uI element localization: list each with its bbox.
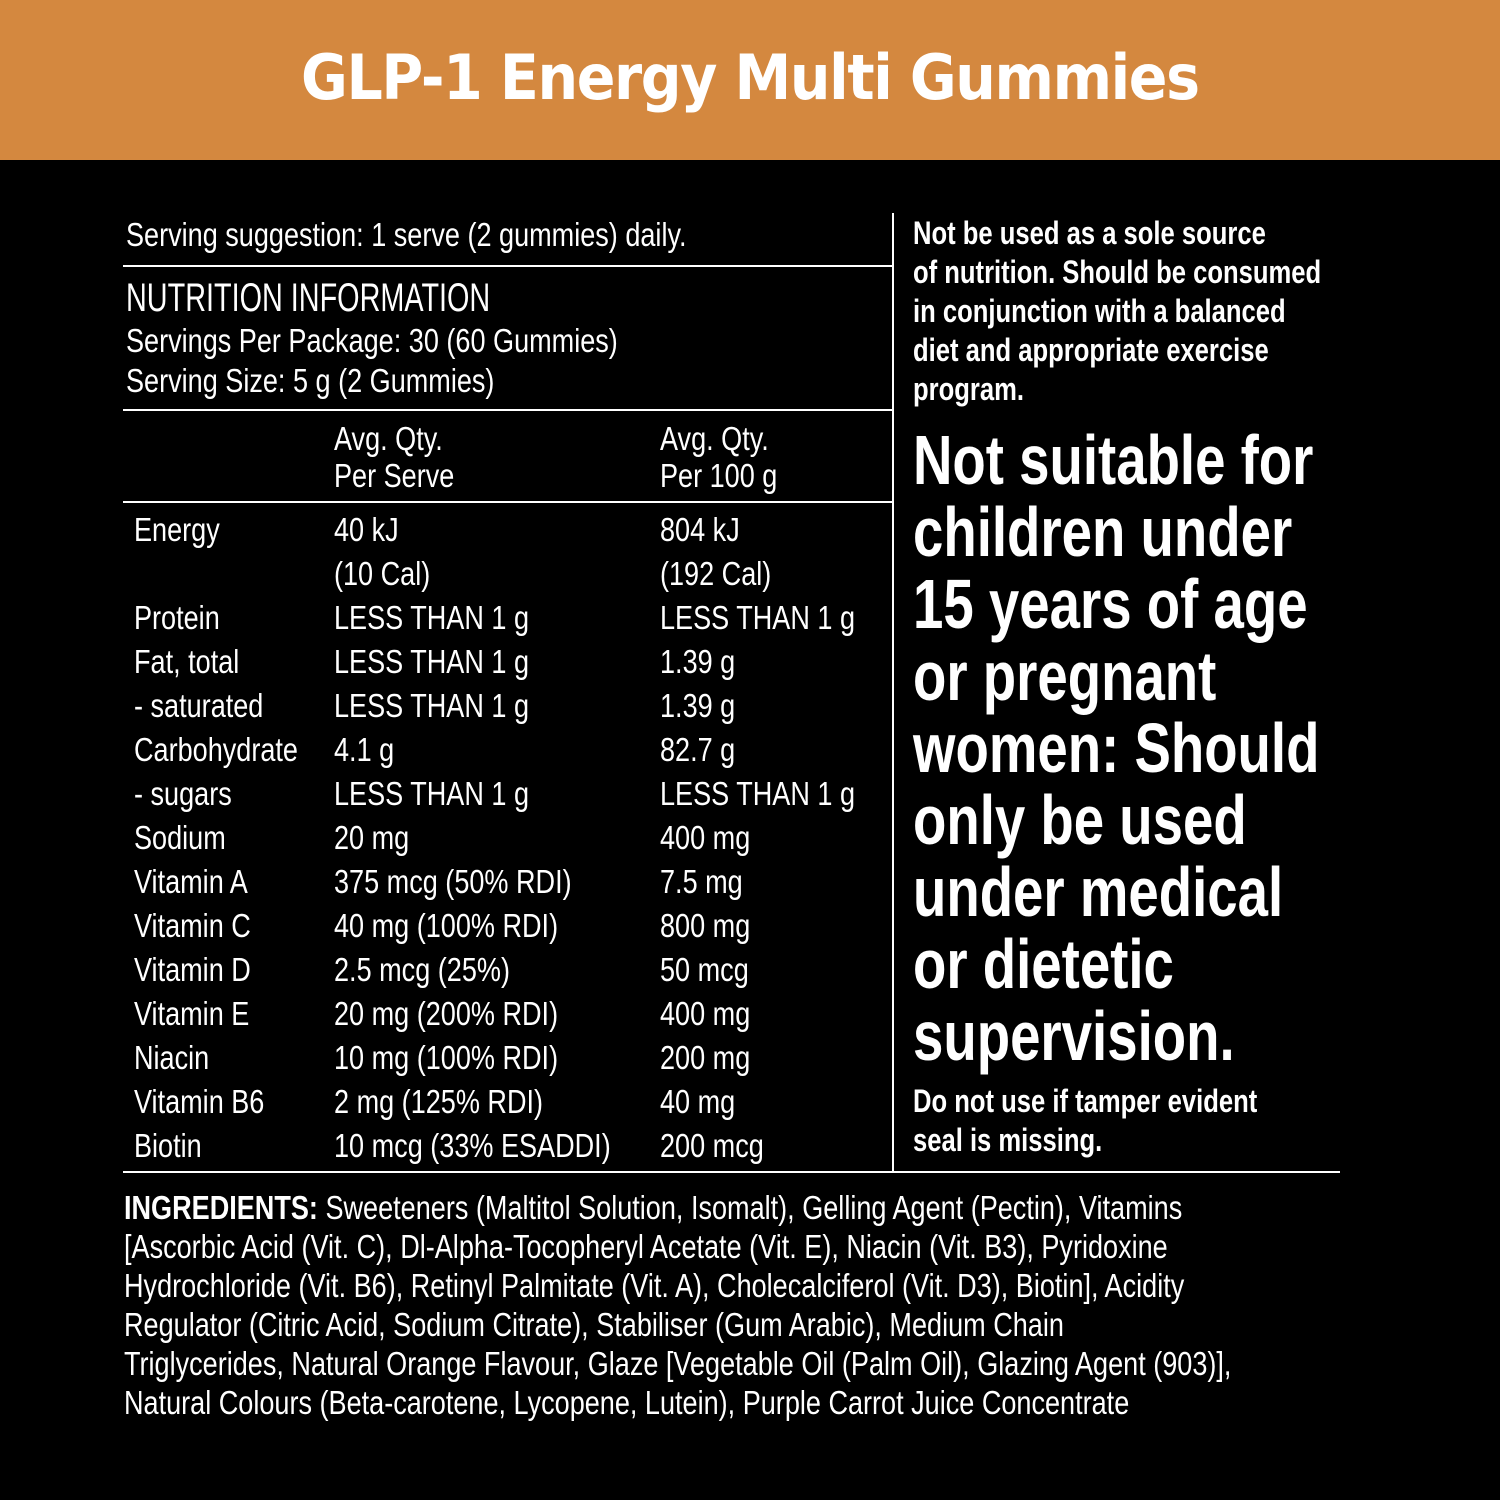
nutrition-value: (192 Cal) <box>660 555 772 592</box>
nutrition-cell-per-serve <box>334 904 607 948</box>
nutrition-cell-label <box>134 992 275 1036</box>
nutrition-cell-per-100g <box>660 684 752 728</box>
nutrition-value: LESS THAN 1 g <box>334 687 530 724</box>
column-divider <box>892 213 894 1173</box>
ingredients-line: [Ascorbic Acid (Vit. C), Dl-Alpha-Tocopheryl Acetate (Vit. E), Niacin (Vit. B3), Pyridoxine <box>124 1228 1168 1265</box>
serving-size-text: Serving Size: 5 g (2 Gummies) <box>126 362 495 399</box>
nutrition-value: 200 mg <box>660 1039 751 1076</box>
nutrition-cell-per-100g <box>660 772 898 816</box>
nutrition-cell-per-serve <box>334 552 451 596</box>
warning-line: Not suitable for <box>913 421 1314 499</box>
ingredients-text: Sweeteners (Maltitol Solution, Isomalt), Gelling Agent (Pectin), Vitamins <box>317 1189 1183 1226</box>
nutrition-cell-per-serve <box>334 816 426 860</box>
warning-line: under medical <box>913 853 1284 931</box>
serving-suggestion <box>126 216 810 254</box>
nutrition-value: LESS THAN 1 g <box>334 775 530 812</box>
nutrition-value: Protein <box>134 599 220 636</box>
warning-line: seal is missing. <box>913 1122 1103 1158</box>
nutrition-cell-per-100g <box>660 1036 770 1080</box>
nutrition-cell-per-serve <box>334 1080 589 1124</box>
nutrition-value: 40 kJ <box>334 511 399 548</box>
nutrition-value: 804 kJ <box>660 511 740 548</box>
warning-line: of nutrition. Should be consumed <box>913 254 1322 290</box>
nutrition-value: Niacin <box>134 1039 210 1076</box>
nutrition-cell-per-100g <box>660 948 768 992</box>
nutrition-cell-per-serve <box>334 596 572 640</box>
nutrition-cell-per-100g <box>660 596 898 640</box>
nutrition-value: (10 Cal) <box>334 555 431 592</box>
servings-per-package <box>126 322 726 360</box>
warning-line: children under <box>913 493 1293 571</box>
ingredients-line: Triglycerides, Natural Orange Flavour, Glaze [Vegetable Oil (Palm Oil), Glazing Agent (903)], <box>124 1345 1232 1382</box>
not-suitable-warning <box>913 421 1434 1075</box>
warning-line: supervision. <box>913 997 1235 1075</box>
nutrition-value: 40 mg <box>660 1083 736 1120</box>
divider-header <box>123 409 893 411</box>
nutrition-cell-label <box>134 904 276 948</box>
nutrition-value: Vitamin B6 <box>134 1083 265 1120</box>
nutrition-cell-label <box>134 508 239 552</box>
nutrition-value: Carbohydrate <box>134 731 298 768</box>
nutrition-cell-per-100g <box>660 992 770 1036</box>
nutrition-value: - saturated <box>134 687 264 724</box>
nutrition-cell-per-100g <box>660 1124 787 1168</box>
sole-source-warning <box>913 214 1423 409</box>
ingredients-line: Natural Colours (Beta-carotene, Lycopene, Lutein), Purple Carrot Juice Concentrate <box>124 1384 1130 1421</box>
nutrition-value: 1.39 g <box>660 643 736 680</box>
nutrition-value: 400 mg <box>660 819 751 856</box>
nutrition-cell-per-serve <box>334 728 407 772</box>
nutrition-cell-label <box>134 728 334 772</box>
nutrition-value: Fat, total <box>134 643 240 680</box>
column-header-per-serve-line2: Per Serve <box>334 457 455 494</box>
nutrition-value: Biotin <box>134 1127 202 1164</box>
warning-line: Do not use if tamper evident <box>913 1083 1258 1119</box>
ingredients-label: INGREDIENTS: <box>124 1189 318 1226</box>
nutrition-cell-label <box>134 684 292 728</box>
nutrition-value: LESS THAN 1 g <box>660 599 856 636</box>
nutrition-title-text: NUTRITION INFORMATION <box>126 276 491 320</box>
ingredients-line <box>124 1188 1182 1227</box>
warning-line: 15 years of age <box>913 565 1308 643</box>
tamper-warning <box>913 1082 1343 1160</box>
nutrition-cell-per-serve <box>334 992 607 1036</box>
ingredients-line: Hydrochloride (Vit. B6), Retinyl Palmitate (Vit. A), Cholecalciferol (Vit. D3), Biotin], Acidity <box>124 1267 1185 1304</box>
divider-serving <box>123 265 893 267</box>
nutrition-cell-per-100g <box>660 1080 752 1124</box>
divider-columns <box>123 501 893 503</box>
column-header-per-100g-line1: Avg. Qty. <box>660 420 769 457</box>
column-header-per-serve <box>334 420 481 494</box>
nutrition-title <box>126 276 632 321</box>
divider-bottom <box>123 1171 1340 1173</box>
column-header-per-serve-line1: Avg. Qty. <box>334 420 443 457</box>
nutrition-value: Sodium <box>134 819 226 856</box>
nutrition-cell-per-100g <box>660 640 752 684</box>
warning-line: or pregnant <box>913 637 1217 715</box>
nutrition-cell-label <box>134 596 239 640</box>
nutrition-value: Vitamin C <box>134 907 251 944</box>
nutrition-value: Vitamin E <box>134 995 250 1032</box>
warning-line: in conjunction with a balanced <box>913 293 1286 329</box>
nutrition-cell-per-100g <box>660 728 752 772</box>
nutrition-cell-per-serve <box>334 640 572 684</box>
nutrition-cell-per-100g <box>660 860 761 904</box>
nutrition-cell-per-serve <box>334 1036 607 1080</box>
nutrition-value: 20 mg (200% RDI) <box>334 995 559 1032</box>
column-header-per-100g-line2: Per 100 g <box>660 457 778 494</box>
product-header <box>0 0 1500 160</box>
nutrition-cell-label <box>134 1036 226 1080</box>
nutrition-cell-per-100g <box>660 904 770 948</box>
nutrition-value: 82.7 g <box>660 731 736 768</box>
nutrition-value: Energy <box>134 511 220 548</box>
nutrition-value: LESS THAN 1 g <box>660 775 856 812</box>
nutrition-value: 40 mg (100% RDI) <box>334 907 559 944</box>
nutrition-value: LESS THAN 1 g <box>334 599 530 636</box>
nutrition-cell-label <box>134 860 273 904</box>
warning-line: women: Should <box>913 709 1320 787</box>
warning-line: program. <box>913 371 1024 407</box>
nutrition-value: Vitamin D <box>134 951 251 988</box>
nutrition-cell-per-serve <box>334 772 572 816</box>
nutrition-value: 400 mg <box>660 995 751 1032</box>
nutrition-cell-label <box>134 816 246 860</box>
warning-line: Not be used as a sole source <box>913 215 1266 251</box>
warning-line: or dietetic <box>913 925 1174 1003</box>
nutrition-cell-label <box>134 948 276 992</box>
nutrition-cell-per-serve <box>334 948 549 992</box>
nutrition-value: Vitamin A <box>134 863 248 900</box>
column-header-per-100g <box>660 420 803 494</box>
nutrition-cell-per-100g <box>660 508 757 552</box>
nutrition-value: 10 mg (100% RDI) <box>334 1039 559 1076</box>
nutrition-value: 2 mg (125% RDI) <box>334 1083 544 1120</box>
ingredients <box>124 1188 1424 1422</box>
nutrition-value: 200 mcg <box>660 1127 764 1164</box>
nutrition-cell-per-100g <box>660 552 796 596</box>
serving-suggestion-text: Serving suggestion: 1 serve (2 gummies) daily. <box>126 216 687 253</box>
nutrition-cell-label <box>134 772 253 816</box>
nutrition-value: - sugars <box>134 775 232 812</box>
nutrition-cell-label <box>134 1080 293 1124</box>
nutrition-cell-label <box>134 640 262 684</box>
nutrition-value: LESS THAN 1 g <box>334 643 530 680</box>
nutrition-value: 2.5 mcg (25%) <box>334 951 510 988</box>
nutrition-cell-per-100g <box>660 816 770 860</box>
nutrition-value: 375 mcg (50% RDI) <box>334 863 572 900</box>
serving-size <box>126 362 575 400</box>
warning-line: diet and appropriate exercise <box>913 332 1269 368</box>
ingredients-line: Regulator (Citric Acid, Sodium Citrate), Stabiliser (Gum Arabic), Medium Chain <box>124 1306 1064 1343</box>
nutrition-cell-per-serve <box>334 1124 671 1168</box>
product-title: GLP-1 Energy Multi Gummies <box>301 40 1199 114</box>
nutrition-value: 1.39 g <box>660 687 736 724</box>
nutrition-value: 20 mg <box>334 819 410 856</box>
servings-per-package-text: Servings Per Package: 30 (60 Gummies) <box>126 322 618 359</box>
nutrition-cell-per-serve <box>334 684 572 728</box>
warning-line: only be used <box>913 781 1247 859</box>
nutrition-cell-per-serve <box>334 508 413 552</box>
nutrition-value: 800 mg <box>660 907 751 944</box>
nutrition-value: 7.5 mg <box>660 863 743 900</box>
nutrition-value: 50 mcg <box>660 951 749 988</box>
nutrition-value: 4.1 g <box>334 731 395 768</box>
nutrition-value: 10 mcg (33% ESADDI) <box>334 1127 611 1164</box>
nutrition-cell-label <box>134 1124 217 1168</box>
nutrition-cell-per-serve <box>334 860 624 904</box>
